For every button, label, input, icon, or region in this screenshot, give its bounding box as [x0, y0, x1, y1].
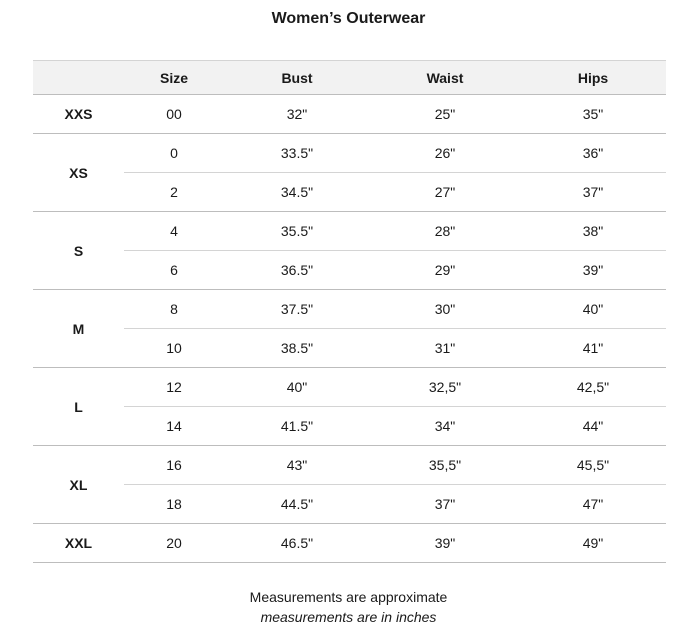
table-row: [33, 524, 666, 563]
hips-cell: 39": [520, 251, 666, 290]
page-title: Women’s Outerwear: [271, 10, 426, 27]
hips-cell: 40": [520, 290, 666, 329]
hips-cell: 45,5": [520, 446, 666, 485]
bust-cell: 33.5": [224, 134, 370, 173]
table-row: [33, 446, 666, 485]
header-hips: Hips: [520, 61, 666, 95]
hips-cell: 49": [520, 524, 666, 563]
bust-cell: 43": [224, 446, 370, 485]
size-group-label: XS: [33, 134, 124, 212]
waist-cell: 34": [370, 407, 520, 446]
approximate-note: Measurements are approximate: [249, 589, 448, 605]
size-cell: 10: [124, 329, 224, 368]
hips-cell: 44": [520, 407, 666, 446]
size-group-label: S: [33, 212, 124, 290]
bust-cell: 37.5": [224, 290, 370, 329]
table-row: [33, 134, 666, 173]
size-group-label: XXS: [33, 95, 124, 134]
size-cell: 14: [124, 407, 224, 446]
size-cell: 0: [124, 134, 224, 173]
size-cell: 8: [124, 290, 224, 329]
waist-cell: 31": [370, 329, 520, 368]
table-row: [33, 173, 666, 212]
size-group-label: XXL: [33, 524, 124, 563]
waist-cell: 29": [370, 251, 520, 290]
size-chart-table: [33, 60, 666, 563]
header-size: Size: [124, 61, 224, 95]
size-cell: 2: [124, 173, 224, 212]
bust-cell: 46.5": [224, 524, 370, 563]
header-waist: Waist: [370, 61, 520, 95]
hips-cell: 41": [520, 329, 666, 368]
hips-cell: 42,5": [520, 368, 666, 407]
header-bust: Bust: [224, 61, 370, 95]
table-row: [33, 212, 666, 251]
table-row: [33, 290, 666, 329]
size-group-label: L: [33, 368, 124, 446]
hips-cell: 38": [520, 212, 666, 251]
waist-cell: 30": [370, 290, 520, 329]
table-row: [33, 485, 666, 524]
waist-cell: 28": [370, 212, 520, 251]
bust-cell: 36.5": [224, 251, 370, 290]
table-row: [33, 407, 666, 446]
size-cell: 20: [124, 524, 224, 563]
size-cell: 4: [124, 212, 224, 251]
header-group: [33, 61, 124, 95]
hips-cell: 35": [520, 95, 666, 134]
table-row: [33, 251, 666, 290]
hips-cell: 36": [520, 134, 666, 173]
waist-cell: 35,5": [370, 446, 520, 485]
bust-cell: 44.5": [224, 485, 370, 524]
table-row: [33, 329, 666, 368]
table-row: [33, 368, 666, 407]
size-cell: 16: [124, 446, 224, 485]
size-cell: 6: [124, 251, 224, 290]
table-row: [33, 95, 666, 134]
waist-cell: 37": [370, 485, 520, 524]
waist-cell: 25": [370, 95, 520, 134]
size-cell: 12: [124, 368, 224, 407]
units-note: measurements are in inches: [260, 609, 437, 625]
bust-cell: 35.5": [224, 212, 370, 251]
bust-cell: 32": [224, 95, 370, 134]
bust-cell: 34.5": [224, 173, 370, 212]
bust-cell: 38.5": [224, 329, 370, 368]
bust-cell: 41.5": [224, 407, 370, 446]
waist-cell: 32,5": [370, 368, 520, 407]
bust-cell: 40": [224, 368, 370, 407]
waist-cell: 27": [370, 173, 520, 212]
table-header-row: [33, 61, 666, 95]
waist-cell: 26": [370, 134, 520, 173]
size-group-label: M: [33, 290, 124, 368]
hips-cell: 37": [520, 173, 666, 212]
size-cell: 00: [124, 95, 224, 134]
waist-cell: 39": [370, 524, 520, 563]
size-cell: 18: [124, 485, 224, 524]
size-group-label: XL: [33, 446, 124, 524]
hips-cell: 47": [520, 485, 666, 524]
